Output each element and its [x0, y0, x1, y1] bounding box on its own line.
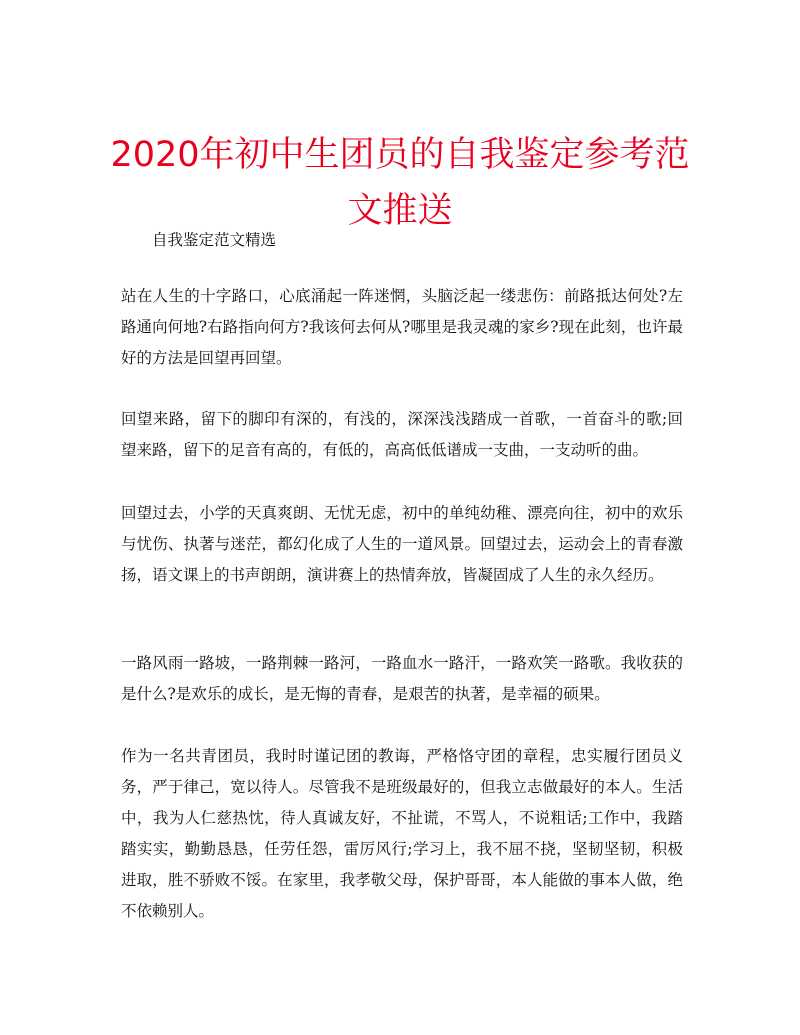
paragraph-1: 站在人生的十字路口，心底涌起一阵迷惘，头脑泛起一缕悲伤：前路抵达何处?左路通向何地?右路指向何方?我该何去何从?哪里是我灵魂的家乡?现在此刻，也许最好的方法是回望再回望。	[121, 287, 683, 367]
paragraph-4: 一路风雨一路坡，一路荆棘一路河，一路血水一路汗，一路欢笑一路歌。我收获的是什么?是欢乐的成长，是无悔的青春，是艰苦的执著，是幸福的硕果。	[121, 654, 683, 703]
paragraph-3: 回望过去，小学的天真爽朗、无忧无虑，初中的单纯幼稚、漂亮向往，初中的欢乐与忧伤、执著与迷茫，都幻化成了人生的一道风景。回望过去，运动会上的青春激扬，语文课上的书声朗朗，演讲赛上的热情奔放，皆凝固成了人生的永久经历。	[121, 504, 683, 584]
document-subtitle: 自我鉴定范文精选	[152, 231, 277, 249]
paragraph-5: 作为一名共青团员，我时时谨记团的教诲，严格恪守团的章程，忠实履行团员义务，严于律己，宽以待人。尽管我不是班级最好的，但我立志做最好的本人。生活中，我为人仁慈热忱，待人真诚友好，不扯谎，不骂人，不说粗话;工作中，我踏踏实实，勤勤恳恳，任劳任怨，雷厉风行;学习上，我不屈不挠，坚韧坚韧，积极进取，胜不骄败不馁。在家里，我孝敬父母，保护哥哥，本人能做的事本人做，绝不依赖别人。	[121, 747, 683, 920]
document-title: 2020年初中生团员的自我鉴定参考范文推送	[110, 135, 690, 232]
paragraph-2: 回望来路，留下的脚印有深的，有浅的，深深浅浅踏成一首歌，一首奋斗的歌;回望来路，留下的足音有高的，有低的，高高低低谱成一支曲，一支动听的曲。	[121, 410, 683, 459]
